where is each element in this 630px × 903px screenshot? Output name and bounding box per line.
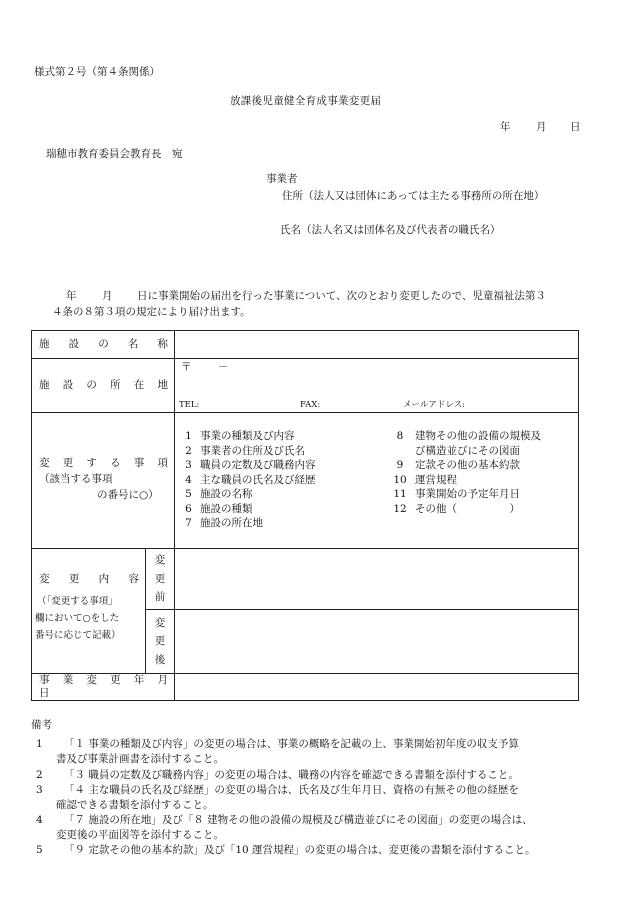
facility-name-field[interactable] [175,331,579,359]
change-item[interactable]: 2 事業者の住所及び氏名 [185,444,305,457]
after-label: 変 更 後 [146,610,175,674]
note-item: 2 「３ 職員の定数及び職務内容」の変更の場合は、職務の内容を確認できる書類を添付すること。 [36,769,519,781]
change-item[interactable]: 12 その他（ ） [393,502,520,515]
change-item[interactable]: 6 施設の種類 [185,502,253,515]
note-item: 4 「７ 施設の所在地」及び「８ 建物その他の設備の規模及び構造並びにその図面」の変更の場合は、 変更後の平面図等を添付すること。 [36,814,533,841]
body-month-label: 月 [102,290,113,302]
applicant-label: 事業者 [266,173,298,185]
change-content-label: 変更内容 [39,573,139,585]
change-item-continuation: び構造並びにその図面 [415,444,520,457]
body-text-line1: 日に事業開始の届出を行った事業について、次のとおり変更したので、児童福祉法第３ [137,290,546,302]
change-items-list-cell [175,413,579,549]
applicant-address-label: 住所（法人又は団体にあっては主たる事務所の所在地） [282,190,545,202]
tel-label: TEL: [179,400,200,411]
change-items-label: 変更する事項 [39,457,168,469]
change-items-row [32,413,579,549]
facility-address-field[interactable] [175,359,579,413]
change-content-sub [35,593,121,644]
change-content-sub-line: （「変更する事項」 [37,596,118,607]
facility-address-label: 施 設 の 所 在 地 [32,359,175,413]
fax-label: FAX: [300,400,321,411]
change-date-row [32,674,579,701]
date-year-label: 年 [500,121,511,133]
change-items-list-left [177,429,316,531]
postal-dash: － [218,361,229,373]
change-item[interactable]: 3 職員の定数及び職務内容 [185,459,316,471]
change-item[interactable]: 9 定款その他の基本約款 [396,459,520,471]
document-title: 放課後児童健全育成事業変更届 [230,95,382,107]
notes-heading: 備考 [31,719,52,731]
before-label: 変 更 前 [146,549,175,610]
note-item: 1 「１ 事業の種類及び内容」の変更の場合は、事業の概略を記載の上、事業開始初年度の収支予算 書及び事業計画書を添付すること。 [36,738,519,765]
change-date-field[interactable] [175,674,579,701]
facility-name-row [32,331,579,359]
facility-address-row [32,359,579,413]
change-form-table [31,330,579,701]
change-item[interactable]: 7 施設の所在地 [185,517,263,529]
change-items-sub1: （該当する事項 [39,473,113,485]
body-text-line2: ４条の８第３項の規定により届け出ます。 [52,306,251,318]
applicant-name-label: 氏名（法人名又は団体名及び代表者の職氏名） [280,224,501,236]
date-month-label: 月 [536,121,547,133]
change-date-label: 事 業 変 更 年 月 日 [32,674,175,701]
after-field[interactable] [175,610,579,674]
email-label: メールアドレス: [403,400,465,411]
change-item[interactable]: 10 運営規程 [393,473,457,486]
addressee: 瑞穂市教育委員会教育長 宛 [46,148,183,160]
change-item[interactable]: 11 事業開始の予定年月日 [393,488,520,500]
change-content-label-cell [32,549,146,674]
note-item: 5 「９ 定款その他の基本約款」及び「10 運営規程」の変更の場合は、変更後の書類を添付すること。 [36,844,536,856]
body-year-label: 年 [66,290,77,302]
change-content-sub-line: 番号に応じて記載） [35,630,121,641]
change-items-list-right [385,429,541,516]
date-day-label: 日 [570,121,581,133]
before-field[interactable] [175,549,579,610]
form-number: 様式第２号（第４条関係） [34,66,160,78]
change-item[interactable]: 8 建物その他の設備の規模及 [396,430,541,442]
change-items-sub2: の番号に○） [97,489,159,501]
change-item[interactable]: 4 主な職員の氏名及び経歴 [185,473,316,486]
change-before-row [32,549,579,610]
facility-name-label: 施 設 の 名 称 [32,331,175,359]
note-item: 3 「４ 主な職員の氏名及び経歴」の変更の場合は、氏名及び生年月日、資格の有無その他の経歴を 確認できる書類を添付すること。 [36,784,519,811]
change-item[interactable]: 5 施設の名称 [185,488,253,500]
postal-mark: 〒 [181,361,192,373]
change-items-label-cell [32,413,175,549]
change-item[interactable]: 1 事業の種類及び内容 [185,430,295,442]
change-content-sub-line: 欄において○をした [35,613,120,624]
